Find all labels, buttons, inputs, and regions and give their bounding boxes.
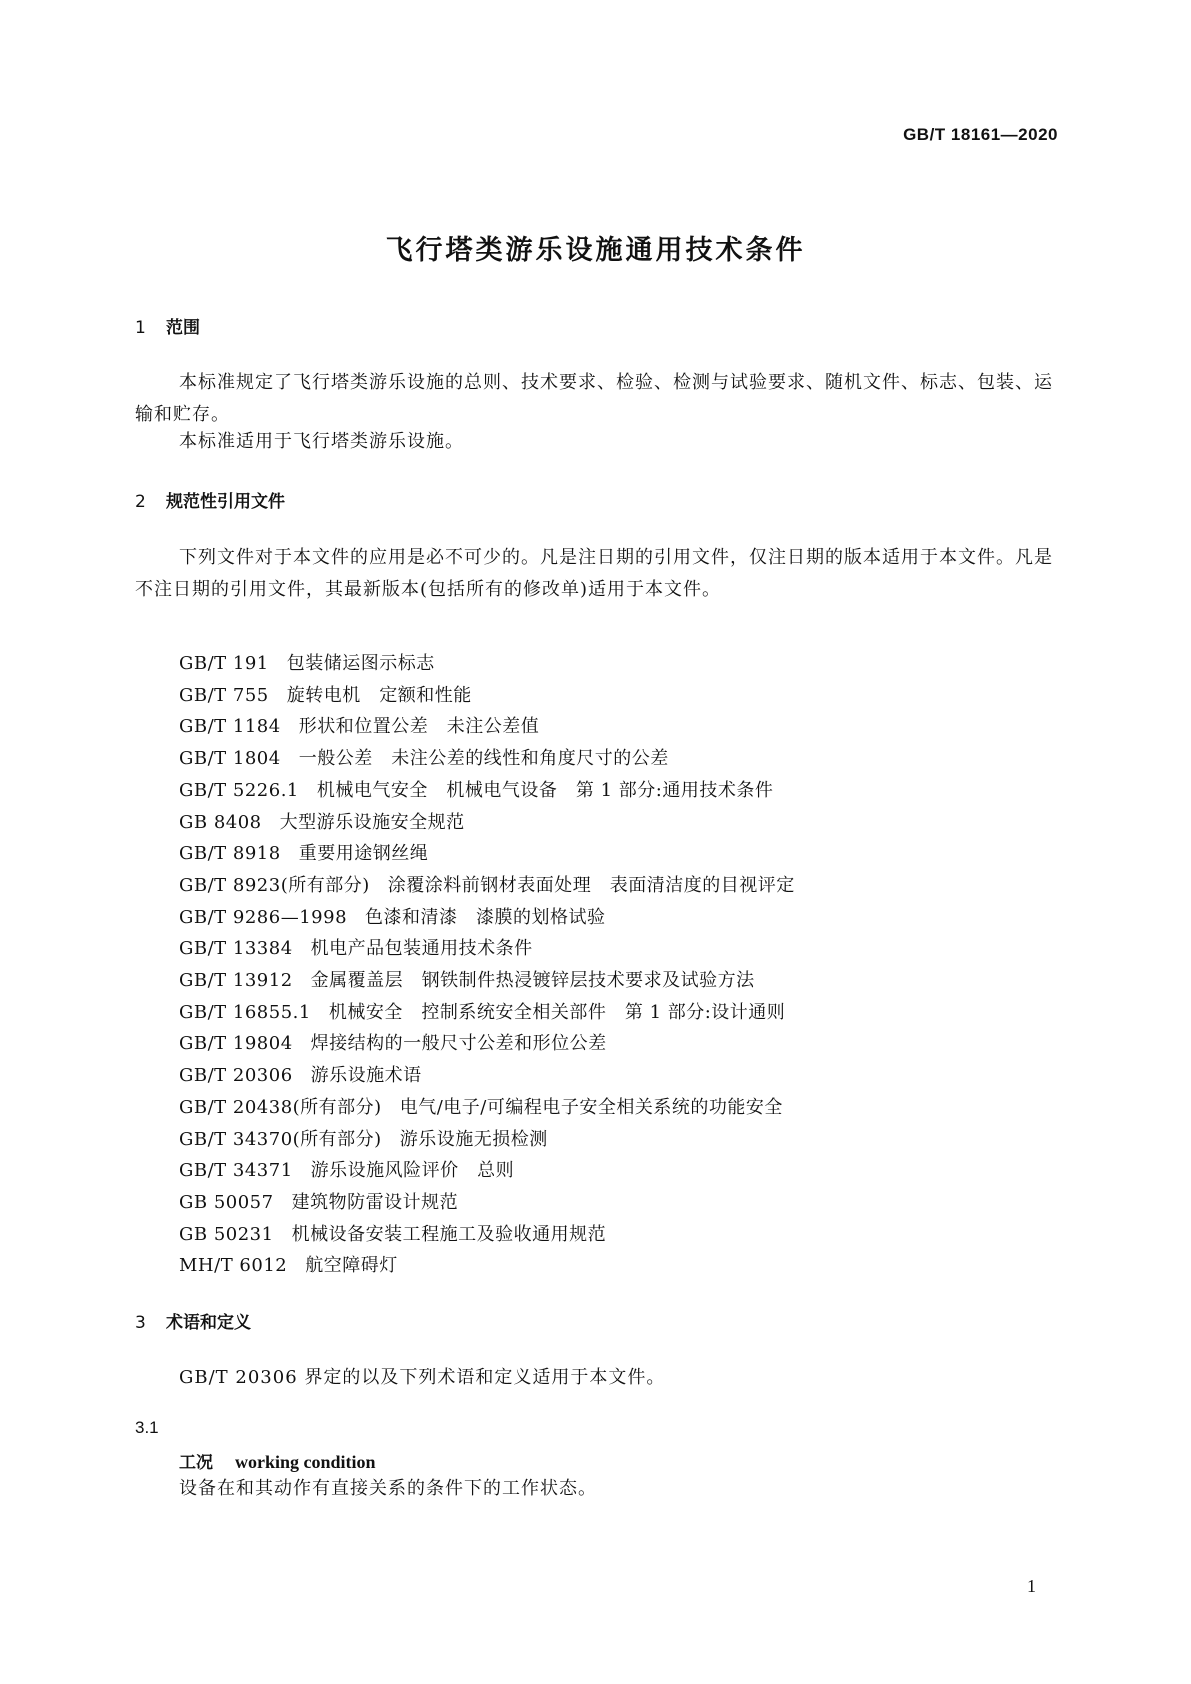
reference-title: 涂覆涂料前钢材表面处理 表面清洁度的目视评定	[387, 874, 795, 896]
scope-applicability: 本标准适用于飞行塔类游乐设施。	[179, 431, 464, 452]
section-title: 范围	[166, 318, 200, 338]
page-number: 1	[1027, 1576, 1036, 1596]
reference-item	[179, 838, 795, 870]
reference-item	[179, 807, 795, 839]
standard-code: GB/T 18161—2020	[903, 125, 1058, 144]
term-english: working condition	[235, 1452, 376, 1472]
reference-code: GB/T 755	[179, 684, 269, 706]
reference-code: GB 8408	[179, 811, 262, 833]
reference-item	[179, 648, 795, 680]
reference-code: GB/T 8918	[179, 843, 281, 865]
reference-code: MH/T 6012	[179, 1255, 288, 1277]
reference-title: 机械电气安全 机械电气设备 第 1 部分:通用技术条件	[316, 779, 774, 801]
reference-title: 游乐设施术语	[310, 1065, 422, 1087]
reference-code: GB/T 191	[179, 653, 269, 674]
scope-paragraph: 本标准规定了飞行塔类游乐设施的总则、技术要求、检验、检测与试验要求、随机文件、标志、包装、运输和贮存。	[135, 372, 1053, 425]
reference-code: GB/T 1184	[179, 716, 281, 738]
reference-title: 电气/电子/可编程电子安全相关系统的功能安全	[399, 1096, 783, 1118]
reference-title: 游乐设施风险评价 总则	[310, 1160, 515, 1182]
reference-code: GB/T 9286—1998	[179, 906, 348, 928]
reference-item	[179, 997, 795, 1029]
reference-title: 一般公差 未注公差的线性和角度尺寸的公差	[298, 748, 669, 770]
reference-title: 游乐设施无损检测	[399, 1128, 548, 1150]
reference-code: GB/T 19804	[179, 1033, 293, 1055]
section-number: 2	[135, 492, 146, 512]
section-title: 规范性引用文件	[166, 492, 285, 512]
reference-item	[179, 933, 795, 965]
reference-item	[179, 965, 795, 997]
reference-code: GB/T 1804	[179, 748, 281, 770]
reference-item	[179, 902, 795, 934]
reference-code: GB 50231	[179, 1223, 274, 1245]
clause-number: 3.1	[135, 1418, 159, 1437]
term-entry	[179, 1448, 376, 1473]
reference-title: 机械设备安装工程施工及验收通用规范	[291, 1223, 607, 1245]
reference-code: GB/T 16855.1	[179, 1001, 311, 1023]
section-number: 1	[135, 318, 146, 338]
reference-title: 金属覆盖层 钢铁制件热浸镀锌层技术要求及试验方法	[310, 970, 755, 992]
reference-code: GB/T 20438(所有部分)	[179, 1096, 382, 1118]
reference-title: 建筑物防雷设计规范	[291, 1191, 459, 1213]
reference-title: 形状和位置公差 未注公差值	[298, 716, 540, 738]
section-number: 3	[135, 1313, 146, 1333]
reference-title: 大型游乐设施安全规范	[279, 811, 465, 833]
reference-item	[179, 711, 795, 743]
reference-list	[179, 648, 795, 1282]
reference-item	[179, 1187, 795, 1219]
reference-item	[179, 1155, 795, 1187]
reference-title: 色漆和清漆 漆膜的划格试验	[365, 906, 606, 928]
reference-item	[179, 743, 795, 775]
references-intro: 下列文件对于本文件的应用是必不可少的。凡是注日期的引用文件，仅注日期的版本适用于本文件。凡是不注日期的引用文件，其最新版本(包括所有的修改单)适用于本文件。	[135, 547, 1053, 600]
reference-title: 机械安全 控制系统安全相关部件 第 1 部分:设计通则	[328, 1001, 786, 1023]
reference-item	[179, 1250, 795, 1282]
reference-title: 包装储运图示标志	[286, 653, 435, 674]
reference-title: 航空障碍灯	[305, 1255, 398, 1277]
section-1-heading	[135, 313, 200, 338]
reference-item	[179, 1060, 795, 1092]
section-title: 术语和定义	[166, 1313, 251, 1333]
reference-title: 旋转电机 定额和性能	[286, 684, 472, 706]
reference-title: 机电产品包装通用技术条件	[310, 938, 533, 960]
reference-title: 焊接结构的一般尺寸公差和形位公差	[310, 1033, 607, 1055]
section-2-heading	[135, 487, 285, 512]
terms-intro: GB/T 20306 界定的以及下列术语和定义适用于本文件。	[179, 1367, 666, 1388]
reference-code: GB/T 20306	[179, 1065, 293, 1087]
reference-item	[179, 1028, 795, 1060]
reference-item	[179, 775, 795, 807]
reference-code: GB/T 13912	[179, 970, 293, 992]
term-definition: 设备在和其动作有直接关系的条件下的工作状态。	[179, 1478, 597, 1499]
reference-code: GB/T 34370(所有部分)	[179, 1128, 382, 1150]
reference-code: GB/T 34371	[179, 1160, 293, 1182]
reference-item	[179, 1219, 795, 1251]
reference-item	[179, 680, 795, 712]
reference-item	[179, 1124, 795, 1156]
reference-code: GB/T 8923(所有部分)	[179, 874, 370, 896]
reference-code: GB 50057	[179, 1191, 274, 1213]
reference-code: GB/T 5226.1	[179, 779, 299, 801]
reference-item	[179, 1092, 795, 1124]
term-chinese: 工况	[179, 1453, 213, 1473]
reference-item	[179, 870, 795, 902]
section-3-heading	[135, 1308, 251, 1333]
document-title: 飞行塔类游乐设施通用技术条件	[385, 235, 806, 266]
reference-title: 重要用途钢丝绳	[298, 843, 429, 865]
reference-code: GB/T 13384	[179, 938, 293, 960]
